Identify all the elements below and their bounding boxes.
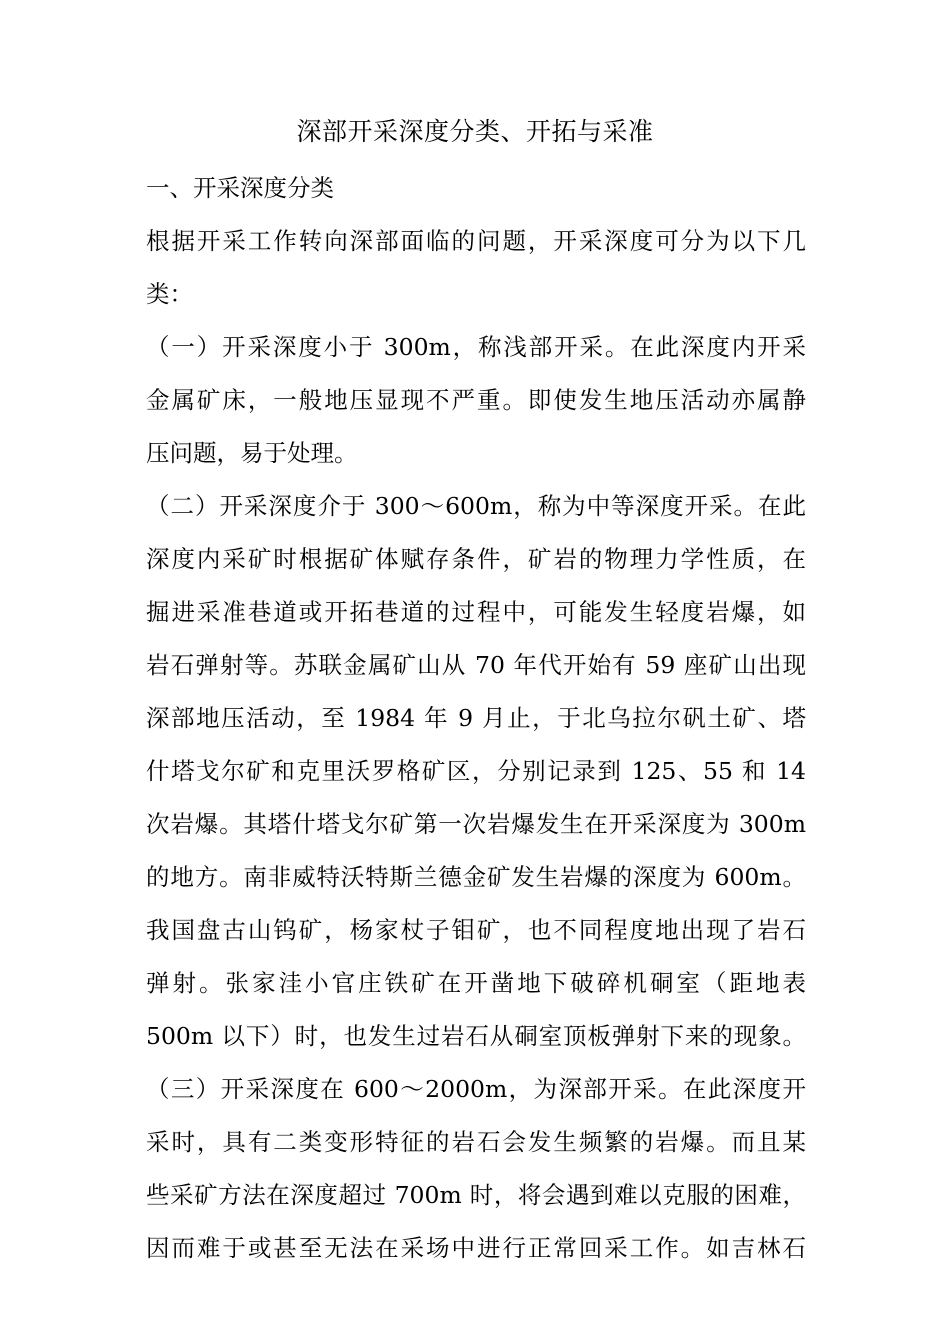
paragraph-line: 我国盘古山钨矿，杨家杖子钼矿，也不同程度地出现了岩石: [146, 916, 806, 944]
paragraph-line: 深度内采矿时根据矿体赋存条件，矿岩的物理力学性质，在: [146, 545, 806, 573]
paragraph-line: （一）开采深度小于 300m，称浅部开采。在此深度内开采: [146, 333, 806, 361]
paragraph-line: 根据开采工作转向深部面临的问题，开采深度可分为以下几: [146, 227, 806, 255]
section-heading: 一、开采深度分类: [146, 174, 334, 202]
paragraph-line: （三）开采深度在 600～2000m，为深部开采。在此深度开: [146, 1075, 806, 1103]
paragraph-line: 压问题，易于处理。: [146, 439, 358, 467]
document-body: [146, 162, 806, 1275]
paragraph-line: 采时，具有二类变形特征的岩石会发生频繁的岩爆。而且某: [146, 1128, 806, 1156]
paragraph-line: 的地方。南非威特沃特斯兰德金矿发生岩爆的深度为 600m。: [146, 863, 806, 891]
document-title: 深部开采深度分类、开拓与采准: [296, 117, 654, 146]
paragraph-line: 类：: [146, 280, 193, 308]
paragraph-line: 弹射。张家洼小官庄铁矿在开凿地下破碎机硐室（距地表: [146, 969, 806, 997]
paragraph-line: 次岩爆。其塔什塔戈尔矿第一次岩爆发生在开采深度为 300m: [146, 810, 806, 838]
paragraph-line: 500m 以下）时，也发生过岩石从硐室顶板弹射下来的现象。: [146, 1022, 806, 1050]
paragraph-line: 些采矿方法在深度超过 700m 时，将会遇到难以克服的困难，: [146, 1181, 806, 1209]
paragraph-line: 因而难于或甚至无法在采场中进行正常回采工作。如吉林石: [146, 1234, 806, 1262]
paragraph-line: 岩石弹射等。苏联金属矿山从 70 年代开始有 59 座矿山出现: [146, 651, 806, 679]
paragraph-line: 金属矿床，一般地压显现不严重。即使发生地压活动亦属静: [146, 386, 806, 414]
paragraph-line: 什塔戈尔矿和克里沃罗格矿区，分别记录到 125、55 和 14: [146, 757, 806, 785]
paragraph-line: 掘进采准巷道或开拓巷道的过程中，可能发生轻度岩爆，如: [146, 598, 806, 626]
paragraph-line: 深部地压活动，至 1984 年 9 月止，于北乌拉尔矾土矿、塔: [146, 704, 806, 732]
paragraph-line: （二）开采深度介于 300～600m，称为中等深度开采。在此: [146, 492, 806, 520]
